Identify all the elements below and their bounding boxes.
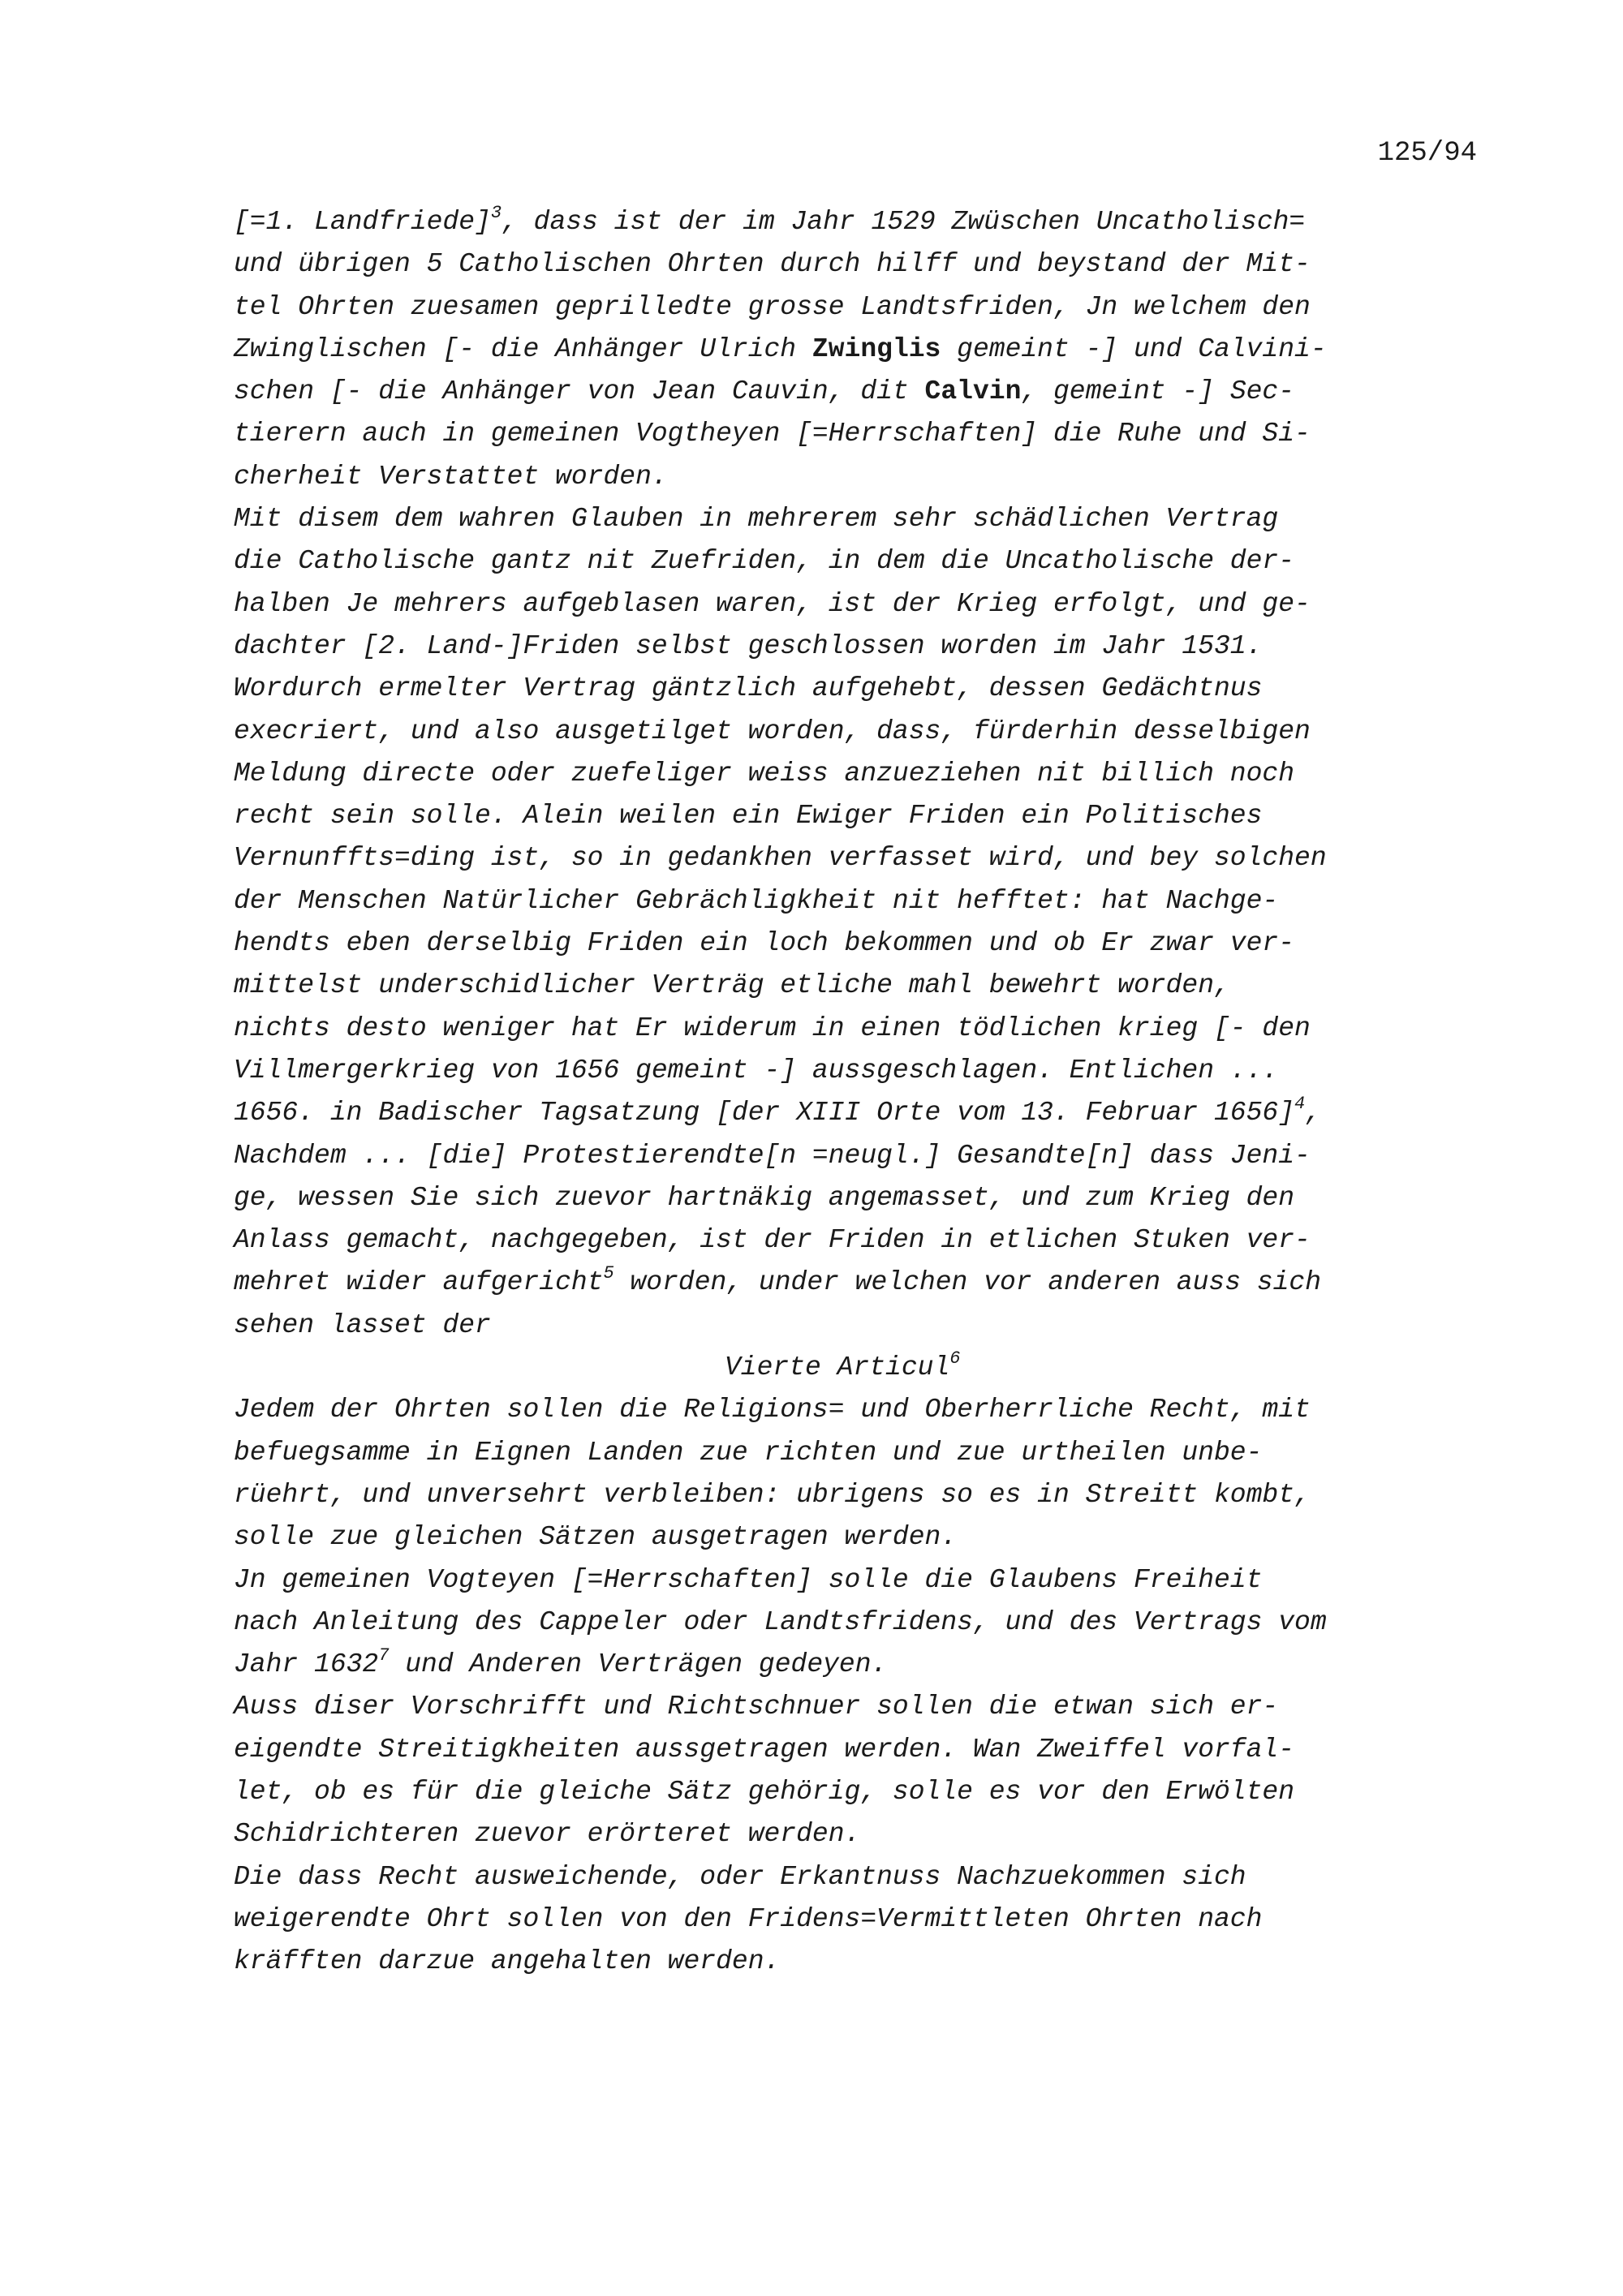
text-segment: mehret wider aufgericht (234, 1267, 604, 1298)
bold-name: Calvin (924, 376, 1022, 407)
text-line: Meldung directe oder zuefeliger weiss anzueziehen nit billich noch (234, 758, 1295, 789)
text-segment: [=1. Landfriede] (234, 207, 491, 237)
text-line: mittelst underschidlicher Verträg etliche mahl bewehrt worden, (234, 970, 1230, 1001)
text-line: und übrigen 5 Catholischen Ohrten durch hilff und beystand der Mit- (234, 249, 1311, 280)
footnote-marker: 6 (949, 1348, 961, 1369)
text-line: Nachdem ... [die] Protestierendte[n =neugl.] Gesandte[n] dass Jeni- (234, 1140, 1311, 1171)
text-line: der Menschen Natürlicher Gebrächligkheit nit hefftet: hat Nachge- (234, 885, 1279, 916)
page-number: 125/94 (1377, 138, 1477, 169)
text-segment: , (1305, 1098, 1322, 1129)
text-line (234, 1092, 1500, 1134)
text-segment: , gemeint -] Sec- (1021, 376, 1295, 407)
footnote-marker: 4 (1294, 1094, 1306, 1115)
text-segment: , dass ist der im Jahr 1529 Zwüschen Uncatholisch= (502, 207, 1306, 237)
text-segment: schen [- die Anhänger von Jean Cauvin, dit (234, 376, 925, 407)
text-line (234, 201, 1500, 243)
heading-text: Vierte Articul (725, 1352, 950, 1383)
text-line: Schidrichteren zuevor erörteret werden. (234, 1819, 861, 1850)
text-line: halben Je mehrers aufgeblasen waren, ist der Krieg erfolgt, und ge- (234, 588, 1311, 619)
text-line: sehen lasset der (234, 1309, 491, 1340)
text-line: kräfften darzue angehalten werden. (234, 1946, 781, 1977)
text-line (234, 1262, 1500, 1304)
text-line: Wordurch ermelter Vertrag gäntzlich aufgehebt, dessen Gedächtnus (234, 673, 1263, 704)
text-line: Vernunffts=ding ist, so in gedankhen verfasset wird, und bey solchen (234, 843, 1327, 874)
bold-name: Zwinglis (812, 333, 941, 364)
text-line: hendts eben derselbig Friden ein loch bekommen und ob Er zwar ver- (234, 928, 1295, 959)
text-line: let, ob es für die gleiche Sätz gehörig, solle es vor den Erwölten (234, 1776, 1295, 1807)
text-line: recht sein solle. Alein weilen ein Ewiger Friden ein Politisches (234, 801, 1263, 832)
body-text (234, 201, 1500, 1983)
text-line (234, 371, 1500, 413)
text-line: dachter [2. Land-]Friden selbst geschlossen worden im Jahr 1531. (234, 630, 1263, 661)
footnote-marker: 7 (378, 1645, 390, 1666)
footnote-marker: 5 (603, 1263, 614, 1284)
text-line (234, 1644, 1500, 1686)
text-line: cherheit Verstattet worden. (234, 461, 668, 492)
text-line: tel Ohrten zuesamen geprilledte grosse Landtsfriden, Jn welchem den (234, 291, 1311, 322)
text-line: die Catholische gantz nit Zuefriden, in dem die Uncatholische der- (234, 546, 1295, 577)
text-segment: gemeint -] und Calvini- (941, 333, 1327, 364)
article-heading (234, 1347, 1500, 1389)
text-line: Jedem der Ohrten sollen die Religions= und Oberherrliche Recht, mit (234, 1395, 1311, 1425)
text-line: nichts desto weniger hat Er widerum in einen tödlichen krieg [- den (234, 1013, 1311, 1043)
text-line: Mit disem dem wahren Glauben in mehrerem sehr schädlichen Vertrag (234, 504, 1279, 535)
text-line: solle zue gleichen Sätzen ausgetragen werden. (234, 1522, 958, 1553)
text-line: eigendte Streitigkheiten aussgetragen werden. Wan Zweiffel vorfal- (234, 1734, 1295, 1765)
text-segment: und Anderen Verträgen gedeyen. (389, 1649, 888, 1680)
footnote-marker: 3 (490, 203, 502, 223)
text-line: nach Anleitung des Cappeler oder Landtsfridens, und des Vertrags vom (234, 1606, 1327, 1637)
text-line: rüehrt, und unversehrt verbleiben: ubrigens so es in Streitt kombt, (234, 1479, 1311, 1510)
text-line: Anlass gemacht, nachgegeben, ist der Friden in etlichen Stuken ver- (234, 1225, 1311, 1256)
text-segment: 1656. in Badischer Tagsatzung [der XIII Orte vom 13. Februar 1656] (234, 1098, 1295, 1129)
text-line: tierern auch in gemeinen Vogtheyen [=Herrschaften] die Ruhe und Si- (234, 419, 1311, 449)
text-line: Jn gemeinen Vogteyen [=Herrschaften] solle die Glaubens Freiheit (234, 1564, 1263, 1595)
text-line: weigerendte Ohrt sollen von den Fridens=Vermittleten Ohrten nach (234, 1903, 1263, 1934)
text-line: Die dass Recht ausweichende, oder Erkantnuss Nachzuekommen sich (234, 1861, 1246, 1892)
text-line (234, 329, 1500, 371)
text-line: ge, wessen Sie sich zuevor hartnäkig angemasset, und zum Krieg den (234, 1182, 1295, 1213)
text-line: befuegsamme in Eignen Landen zue richten und zue urtheilen unbe- (234, 1437, 1263, 1468)
text-line: Auss diser Vorschrifft und Richtschnuer sollen die etwan sich er- (234, 1692, 1279, 1722)
text-segment: worden, under welchen vor anderen auss sich (613, 1267, 1322, 1298)
text-line: execriert, und also ausgetilget worden, dass, fürderhin desselbigen (234, 716, 1311, 746)
text-segment: Jahr 1632 (234, 1649, 379, 1680)
text-segment: Zwinglischen [- die Anhänger Ulrich (234, 333, 812, 364)
text-line: Villmergerkrieg von 1656 gemeint -] aussgeschlagen. Entlichen ... (234, 1055, 1279, 1086)
